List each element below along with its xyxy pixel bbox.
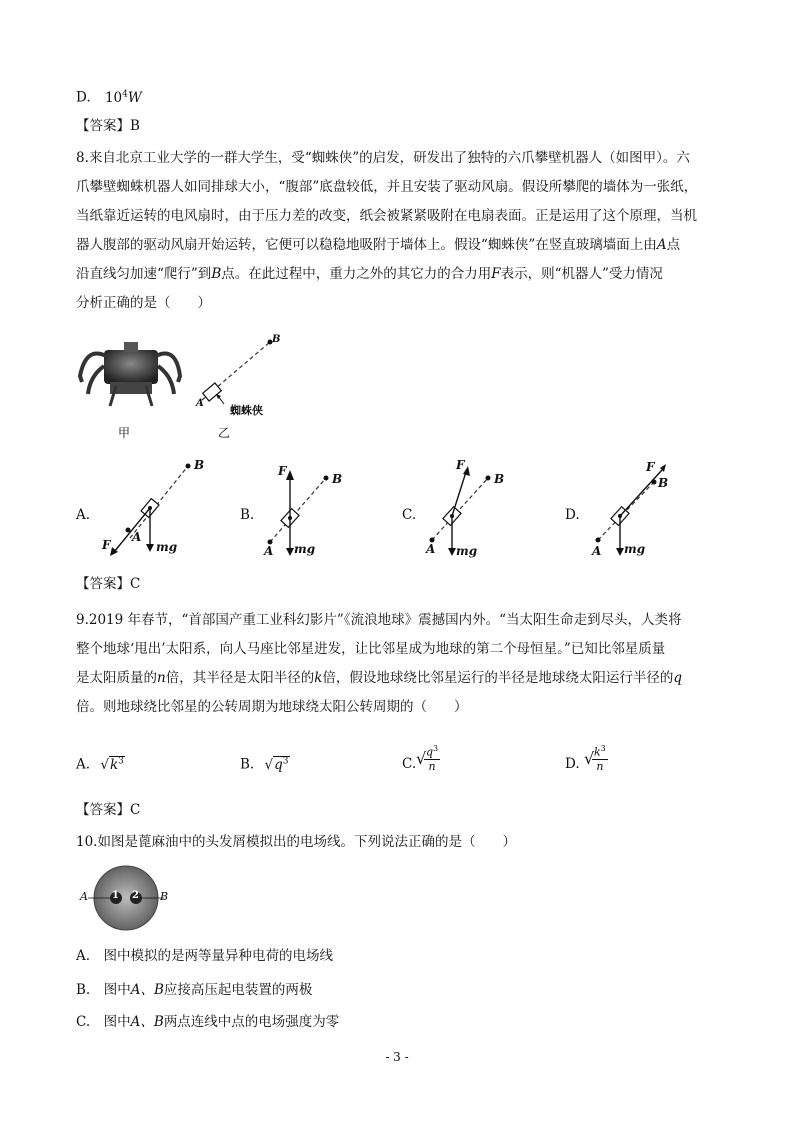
q8-option-d-label: D.	[565, 507, 580, 523]
q10-option-b: B. 图中A、B应接高压起电装置的两极	[76, 982, 313, 998]
q9-option-c: C.	[402, 756, 417, 772]
q8-option-c-label: C.	[402, 507, 417, 523]
q9-option-c-formula: √ $q^3$ n	[416, 744, 439, 773]
q8-answer: 【答案】C	[76, 576, 141, 592]
q9-option-a-formula: $√k^3$	[100, 756, 124, 773]
q8-option-d-force-f: F	[646, 460, 655, 474]
q10-option-c: C. 图中A、B两点连线中点的电场强度为零	[76, 1014, 340, 1030]
q9-question-text: 9.2019 年春节，“首部国产重工业科幻影片”《流浪地球》震撼国内外。“当太阳生命走到尽头，人类将 整个地球‘甩出’太阳系，向人马座比邻星进发，让比邻星成为地球的第二个母恒星。”已知比邻星质量 是太阳质量的n倍，其半径是太阳半径的k倍，假设地球绕比邻星运行的半径是地球绕太阳运行半径的q 倍。则地球绕比邻星的公转周期为地球绕太阳公转周期的（ ）	[76, 612, 683, 715]
q8-option-b-force-f: F	[278, 464, 287, 478]
q9-option-d: D.	[565, 756, 580, 772]
q7-option-d-value: $10^4W$	[104, 89, 142, 106]
q8-option-c-point-b: B	[494, 472, 505, 486]
q8-option-d-point-a: A	[592, 544, 602, 558]
q8-option-c-force-f: F	[456, 458, 465, 472]
q8-option-a-point-a: A	[132, 530, 142, 544]
page-number: - 3 -	[385, 1050, 409, 1064]
q9-option-a: A. $√k^3$	[76, 756, 124, 773]
figure-yi-point-b: B	[272, 334, 281, 345]
q9-option-b: B. $√q^3$	[240, 756, 289, 773]
q10-figure-label-2: 2	[132, 890, 139, 901]
robot-photo-figure	[76, 336, 186, 416]
q9-answer: 【答案】C	[76, 802, 141, 818]
q7-option-d	[76, 84, 142, 108]
q7-option-d-label: D.	[76, 89, 91, 106]
q8-question-text: 8.来自北京工业大学的一群大学生，受“蜘蛛侠”的启发，研发出了独特的六爪攀壁机器人（如图甲）。六 爪攀壁蜘蛛机器人如同排球大小，“腹部”底盘较低，并且安装了驱动风扇。假设所攀爬的墙体为一张纸， 当纸靠近运转的电风扇时，由于压力差的改变，纸会被紧紧吸附在电扇表面。正是运用了这个原理，当机 器人腹部的驱动风扇开始运转，它便可以稳稳地吸附于墙体上。假设“蜘蛛侠”在竖直玻璃墙面上由A点 沿直线匀加速“爬行”到B点。在此过程中，重力之外的其它力的合力用F表示，则“机器人”受力情况 分析正确的是（ ）	[76, 150, 698, 311]
q8-option-a-mg: mg	[156, 540, 178, 554]
q8-option-a-force-f: F	[102, 538, 111, 552]
q10-figure-label-b: B	[160, 890, 169, 903]
q8-option-b-label: B.	[240, 507, 255, 523]
q8-option-c-point-a: A	[426, 542, 436, 556]
q8-option-b-mg: mg	[294, 542, 316, 556]
q8-option-a-label: A.	[76, 507, 91, 523]
q8-option-a-point-b: B	[194, 458, 205, 472]
figure-yi-label: 乙	[218, 426, 231, 440]
figure-jia-label: 甲	[118, 426, 131, 440]
q8-option-b-point-b: B	[332, 472, 343, 486]
q10-figure-label-a: A	[80, 890, 88, 903]
q10-question-text: 10.如图是蓖麻油中的头发屑模拟出的电场线。下列说法正确的是（ ）	[76, 834, 516, 850]
q8-option-c-mg: mg	[456, 544, 478, 558]
figure-yi-spider-label: 蜘蛛侠	[230, 404, 263, 417]
q8-option-d-point-b: B	[658, 476, 669, 490]
q10-figure-label-1: 1	[112, 890, 119, 901]
q8-option-b-point-a: A	[264, 544, 274, 558]
q7-answer: 【答案】B	[76, 118, 140, 134]
figure-yi-point-a: A	[196, 398, 204, 409]
q10-option-a: A. 图中模拟的是两等量异种电荷的电场线	[76, 948, 334, 964]
q9-option-b-formula: $√q^3$	[264, 756, 289, 773]
q8-option-d-mg: mg	[624, 542, 646, 556]
q9-option-d-formula: √ $k^3$ n	[584, 744, 606, 773]
